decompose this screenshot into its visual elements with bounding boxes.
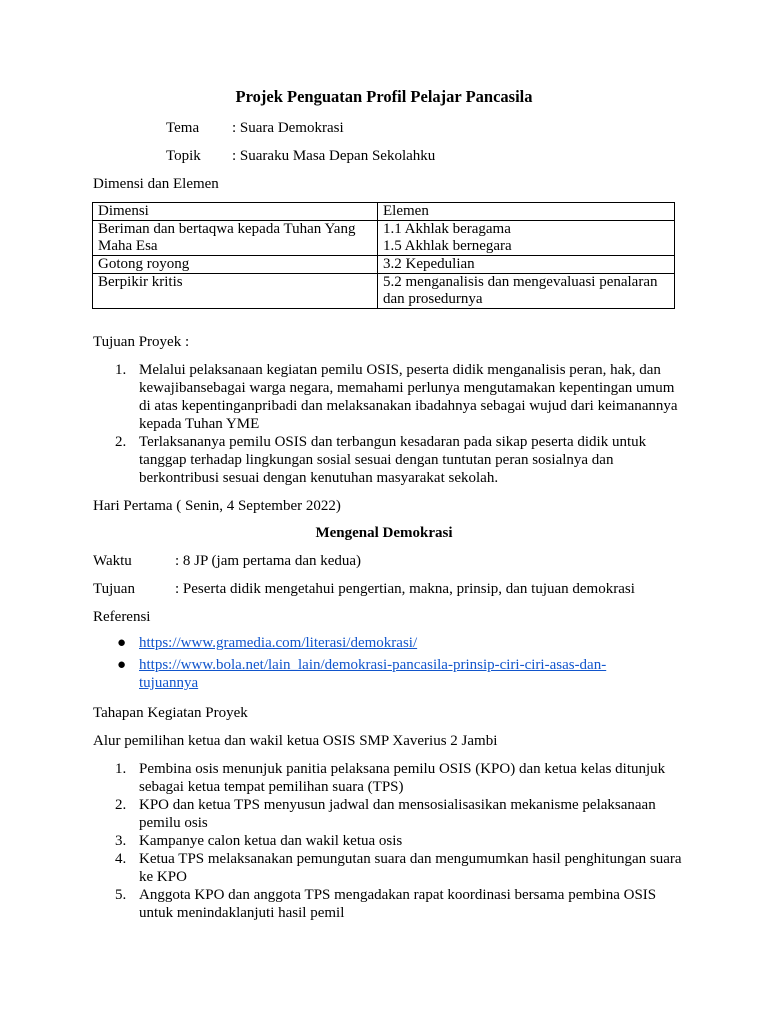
tema-row bbox=[166, 119, 344, 137]
list-item bbox=[93, 634, 653, 652]
table-cell-elemen bbox=[378, 274, 675, 309]
elemen-line: 1.5 Akhlak bernegara bbox=[383, 238, 512, 254]
waktu-label: Waktu bbox=[93, 553, 132, 569]
list-item-number: 3. bbox=[115, 833, 127, 849]
topik-row bbox=[166, 147, 435, 165]
list-item-text: Anggota KPO dan anggota TPS mengadakan rapat koordinasi bersama pembina OSIS untuk menindaklanjuti hasil pemil bbox=[139, 887, 657, 921]
waktu-value: : 8 JP (jam pertama dan kedua) bbox=[175, 553, 362, 569]
reference-list bbox=[93, 634, 653, 696]
tujuan-heading: Tujuan Proyek : bbox=[93, 334, 190, 350]
list-item-number: 2. bbox=[115, 434, 127, 450]
table-header-row bbox=[93, 203, 675, 221]
tema-value: : Suara Demokrasi bbox=[232, 120, 344, 136]
referensi-heading: Referensi bbox=[93, 609, 151, 625]
list-item-text: Kampanye calon ketua dan wakil ketua osis bbox=[139, 833, 403, 849]
table-row bbox=[93, 256, 675, 274]
list-item-number: 5. bbox=[115, 887, 127, 903]
tahapan-heading: Tahapan Kegiatan Proyek bbox=[93, 705, 248, 721]
table-row bbox=[93, 221, 675, 256]
list-item-text: Terlaksananya pemilu OSIS dan terbangun kesadaran pada sikap peserta didik untuk tanggap terhadap lingkungan sosial sesuai dengan tuntutan peran sosialnya dan berkontribusi sesuai dengan kenutuhan masyarakat sekolah. bbox=[139, 434, 647, 486]
alur-heading: Alur pemilihan ketua dan wakil ketua OSIS SMP Xaverius 2 Jambi bbox=[93, 733, 498, 749]
list-item bbox=[93, 796, 683, 832]
alur-list bbox=[93, 760, 683, 922]
table-cell-elemen bbox=[378, 221, 675, 256]
list-item-text: KPO dan ketua TPS menyusun jadwal dan mensosialisasikan mekanisme pelaksanaan pemilu osis bbox=[139, 797, 656, 831]
list-item bbox=[93, 886, 683, 922]
list-item bbox=[93, 850, 683, 886]
reference-link[interactable]: https://www.gramedia.com/literasi/demokrasi/ bbox=[139, 635, 418, 651]
bullet-icon: ● bbox=[117, 635, 127, 651]
topik-value: : Suaraku Masa Depan Sekolahku bbox=[232, 148, 436, 164]
subheading: Mengenal Demokrasi bbox=[315, 525, 453, 541]
list-item-number: 1. bbox=[115, 761, 127, 777]
list-item-number: 1. bbox=[115, 362, 127, 378]
list-item-number: 2. bbox=[115, 797, 127, 813]
list-item bbox=[93, 656, 653, 692]
tujuan-list bbox=[93, 361, 683, 487]
list-item bbox=[93, 832, 683, 850]
tema-label: Tema bbox=[166, 120, 200, 136]
table-cell-dimensi: Gotong royong bbox=[93, 256, 378, 274]
table-row bbox=[93, 274, 675, 309]
list-item-text: Ketua TPS melaksanakan pemungutan suara dan mengumumkan hasil penghitungan suara ke KPO bbox=[139, 851, 682, 885]
list-item bbox=[93, 361, 683, 433]
list-item bbox=[93, 760, 683, 796]
dimensi-table bbox=[92, 202, 675, 309]
tujuan-row bbox=[93, 580, 635, 598]
list-item bbox=[93, 433, 683, 487]
list-item-text: Melalui pelaksanaan kegiatan pemilu OSIS, peserta didik menganalisis peran, hak, dan kewajibansebagai warga negara, memahami perlunya mengutamakan kepentingan umum di atas kepentinganpribadi dan melaksanakan ibadahnya sebagai wujud dari keimanannya kepada Tuhan YME bbox=[139, 362, 678, 432]
bullet-icon: ● bbox=[117, 657, 127, 673]
dimensi-heading: Dimensi dan Elemen bbox=[93, 176, 219, 192]
elemen-line: 1.1 Akhlak beragama bbox=[383, 221, 511, 237]
hari-pertama: Hari Pertama ( Senin, 4 September 2022) bbox=[93, 498, 341, 514]
list-item-text: Pembina osis menunjuk panitia pelaksana pemilu OSIS (KPO) dan ketua kelas ditunjuk sebagai ketua tempat pemilihan suara (TPS) bbox=[139, 761, 666, 795]
topik-label: Topik bbox=[166, 148, 201, 164]
list-item-number: 4. bbox=[115, 851, 127, 867]
waktu-row bbox=[93, 552, 361, 570]
document-title: Projek Penguatan Profil Pelajar Pancasila bbox=[235, 87, 533, 106]
table-header-cell: Elemen bbox=[378, 203, 675, 221]
table-cell-dimensi: Berpikir kritis bbox=[93, 274, 378, 309]
table-cell-elemen bbox=[378, 256, 675, 274]
elemen-line: 5.2 menganalisis dan mengevaluasi penalaran dan prosedurnya bbox=[383, 274, 658, 307]
tujuan-label: Tujuan bbox=[93, 581, 135, 597]
table-cell-dimensi: Beriman dan bertaqwa kepada Tuhan Yang Maha Esa bbox=[93, 221, 378, 256]
elemen-line: 3.2 Kepedulian bbox=[383, 256, 475, 272]
reference-link[interactable]: https://www.bola.net/lain_lain/demokrasi-pancasila-prinsip-ciri-ciri-asas-dan-tujuannya bbox=[139, 657, 607, 691]
tujuan-value: : Peserta didik mengetahui pengertian, makna, prinsip, dan tujuan demokrasi bbox=[175, 581, 635, 597]
table-header-cell: Dimensi bbox=[93, 203, 378, 221]
